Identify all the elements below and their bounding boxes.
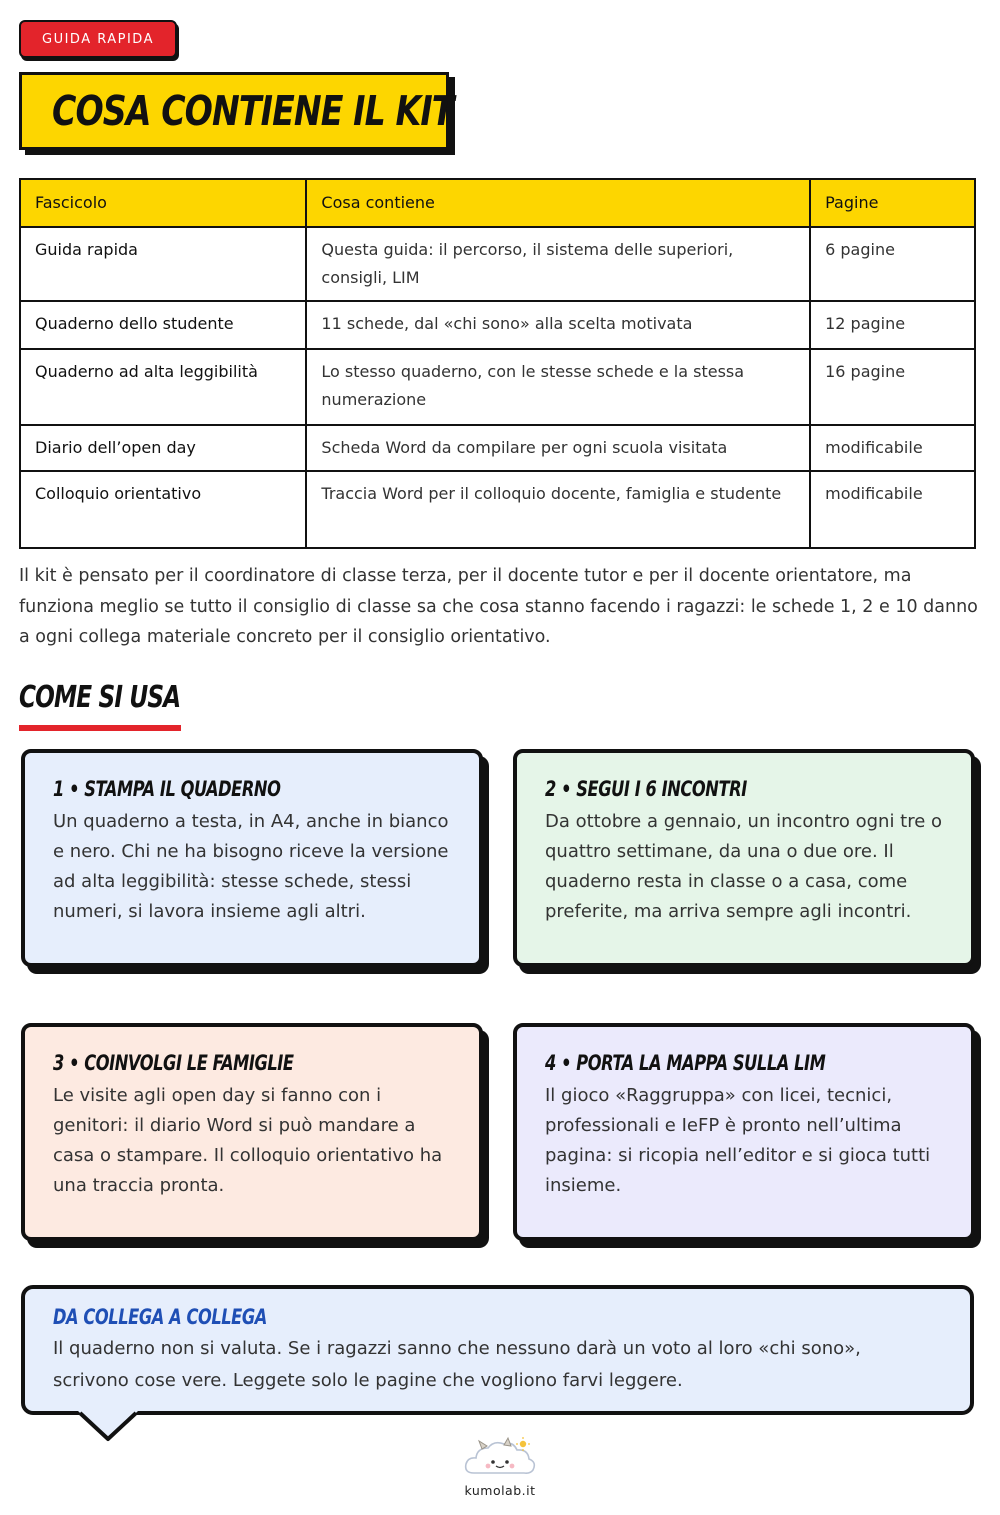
page-title: COSA CONTIENE IL KIT bbox=[52, 87, 454, 135]
intro-paragraph: Il kit è pensato per il coordinatore di classe terza, per il docente tutor e per il docente orientatore, ma funziona meglio se tutto il consiglio di classe sa che cosa stanno facendo i ragazzi: le schede 1, 2 e 10 danno a ogni collega materiale concreto per il consiglio orientativo. bbox=[19, 566, 978, 647]
table-cell-name: Quaderno dello studente bbox=[20, 301, 306, 349]
step-card-title: 3 • COINVOLGI LE FAMIGLIE bbox=[53, 1051, 294, 1075]
table-cell-pages: modificabile bbox=[810, 471, 975, 548]
table-cell-name: Diario dell’open day bbox=[20, 425, 306, 471]
step-card-families bbox=[21, 1023, 483, 1241]
table-row bbox=[20, 425, 975, 471]
table-row bbox=[20, 301, 975, 349]
step-card-text: Il gioco «Raggruppa» con licei, tecnici, professionali e IeFP è pronto nell’ultima pagina: si ricopia nell’editor e si gioca tutti insieme. bbox=[545, 1085, 931, 1196]
table-cell-name: Guida rapida bbox=[20, 227, 306, 301]
table-row bbox=[20, 349, 975, 425]
step-card-meetings bbox=[513, 749, 975, 967]
speech-bubble-tail bbox=[78, 1411, 138, 1445]
step-card-title: 2 • SEGUI I 6 INCONTRI bbox=[545, 777, 747, 801]
step-card-lim-map bbox=[513, 1023, 975, 1241]
step-card-text: Da ottobre a gennaio, un incontro ogni tre o quattro settimane, da una o due ore. Il quaderno resta in classe o a casa, come preferite, ma arriva sempre agli incontri. bbox=[545, 811, 943, 922]
table-header-cell: Fascicolo bbox=[20, 179, 306, 227]
step-card-text: Un quaderno a testa, in A4, anche in bianco e nero. Chi ne ha bisogno riceve la versione ad alta leggibilità: stesse schede, stessi numeri, si lavora insieme agli altri. bbox=[53, 811, 449, 922]
table-cell-pages: 6 pagine bbox=[810, 227, 975, 301]
kit-contents-table bbox=[19, 178, 976, 549]
table-cell-pages: 16 pagine bbox=[810, 349, 975, 425]
guide-badge: GUIDA RAPIDA bbox=[19, 20, 177, 58]
callout-title: DA COLLEGA A COLLEGA bbox=[53, 1305, 267, 1329]
table-header-cell: Cosa contiene bbox=[306, 179, 810, 227]
section-title-how-to-use: COME SI USA bbox=[19, 680, 181, 715]
title-banner bbox=[19, 72, 454, 150]
cloud-mascot-icon bbox=[460, 1435, 540, 1485]
table-cell-contents: Lo stesso quaderno, con le stesse schede e la stessa numerazione bbox=[306, 349, 810, 425]
footer-website[interactable]: kumolab.it bbox=[464, 1483, 536, 1498]
table-cell-pages: 12 pagine bbox=[810, 301, 975, 349]
table-cell-contents: Questa guida: il percorso, il sistema delle superiori, consigli, LIM bbox=[306, 227, 810, 301]
section-underline bbox=[19, 725, 181, 731]
table-cell-contents: 11 schede, dal «chi sono» alla scelta motivata bbox=[306, 301, 810, 349]
table-cell-contents: Traccia Word per il colloquio docente, famiglia e studente bbox=[306, 471, 810, 548]
step-card-title: 1 • STAMPA IL QUADERNO bbox=[53, 777, 281, 801]
table-header-cell: Pagine bbox=[810, 179, 975, 227]
step-card-print bbox=[21, 749, 483, 967]
callout-text: Il quaderno non si valuta. Se i ragazzi sanno che nessuno darà un voto al loro «chi sono», scrivono cose vere. Leggete solo le pagine che vogliono farvi leggere. bbox=[53, 1338, 861, 1391]
step-card-text: Le visite agli open day si fanno con i genitori: il diario Word si può mandare a casa o stampare. Il colloquio orientativo ha una traccia pronta. bbox=[53, 1085, 443, 1196]
table-cell-name: Colloquio orientativo bbox=[20, 471, 306, 548]
table-cell-contents: Scheda Word da compilare per ogni scuola visitata bbox=[306, 425, 810, 471]
table-cell-pages: modificabile bbox=[810, 425, 975, 471]
table-cell-name: Quaderno ad alta leggibilità bbox=[20, 349, 306, 425]
step-card-title: 4 • PORTA LA MAPPA SULLA LIM bbox=[545, 1051, 826, 1075]
table-header-row bbox=[20, 179, 975, 227]
table-row bbox=[20, 227, 975, 301]
table-row bbox=[20, 471, 975, 548]
colleague-tip-callout bbox=[21, 1285, 974, 1415]
